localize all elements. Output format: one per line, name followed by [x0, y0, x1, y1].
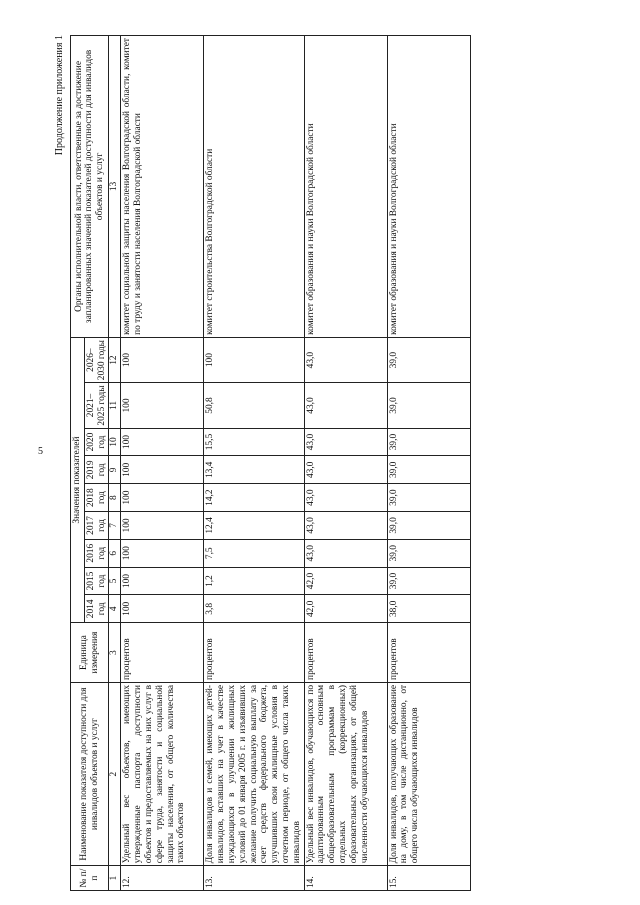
header-year: 2014 год — [84, 595, 109, 623]
row-value: 12,4 — [204, 512, 304, 540]
table-row — [121, 36, 204, 891]
row-name: Доля инвалидов, получающих образование на дому, в том числе дистанционно, от общего числа обучающихся инвалидов — [387, 682, 470, 865]
header-year: 2016 год — [84, 539, 109, 567]
row-name: Доля инвалидов и семей, имеющих детей-инвалидов, вставших на учет в качестве нуждающихся в улучшении жилищных условий до 01 января 2005 г. и изъявивших желание получить социальную выплату за счет средств федерального бюджета, улучшивших свои жилищные условия в отчетном периоде, от общего числа таких инвалидов — [204, 682, 304, 865]
column-number: 5 — [109, 567, 121, 595]
page-number: 5 — [38, 446, 43, 457]
row-value: 39,0 — [387, 539, 470, 567]
header-year: 2019 год — [84, 456, 109, 484]
column-number: 10 — [109, 428, 121, 456]
row-value: 100 — [121, 512, 204, 540]
row-unit: процентов — [121, 623, 204, 683]
row-value: 1,2 — [204, 567, 304, 595]
row-unit: процентов — [387, 623, 470, 683]
row-value: 100 — [121, 428, 204, 456]
row-value: 43,0 — [304, 383, 387, 428]
rotated-page — [52, 31, 640, 891]
header-year: 2026–2030 годы — [84, 337, 109, 382]
column-number: 1 — [109, 866, 121, 891]
row-org: комитет образования и науки Волгоградской области — [304, 36, 387, 338]
header-year: 2021–2025 годы — [84, 383, 109, 428]
header-year: 2015 год — [84, 567, 109, 595]
header-values-group: Значения показателей — [71, 337, 85, 622]
row-value: 13,4 — [204, 456, 304, 484]
header-year: 2018 год — [84, 484, 109, 512]
indicators-table — [70, 35, 471, 891]
row-value: 43,0 — [304, 337, 387, 382]
row-num: 14. — [304, 866, 387, 891]
row-value: 100 — [121, 595, 204, 623]
row-unit: процентов — [304, 623, 387, 683]
appendix-title: Продолжение приложения 1 — [54, 35, 65, 156]
row-num: 13. — [204, 866, 304, 891]
row-value: 100 — [121, 484, 204, 512]
row-value: 43,0 — [304, 428, 387, 456]
row-value: 100 — [121, 337, 204, 382]
row-name: Удельный вес инвалидов, обучающихся по адаптированным основным общеобразовательным программам в отдельных (коррекционных) образовательных организациях, от общей численности обучающихся инвалидов — [304, 682, 387, 865]
row-value: 39,0 — [387, 567, 470, 595]
row-value: 39,0 — [387, 456, 470, 484]
row-value: 42,0 — [304, 567, 387, 595]
column-number: 6 — [109, 539, 121, 567]
row-value: 42,0 — [304, 595, 387, 623]
row-value: 39,0 — [387, 383, 470, 428]
header-name: Наименование показателя доступности для инвалидов объектов и услуг — [71, 682, 109, 865]
column-number: 11 — [109, 383, 121, 428]
column-number: 2 — [109, 682, 121, 865]
table-row — [204, 36, 304, 891]
row-value: 39,0 — [387, 512, 470, 540]
row-unit: процентов — [204, 623, 304, 683]
column-number: 4 — [109, 595, 121, 623]
row-value: 38,0 — [387, 595, 470, 623]
row-value: 100 — [121, 539, 204, 567]
row-value: 100 — [204, 337, 304, 382]
row-value: 39,0 — [387, 484, 470, 512]
row-value: 15,5 — [204, 428, 304, 456]
column-number: 3 — [109, 623, 121, 683]
row-value: 39,0 — [387, 428, 470, 456]
column-number: 12 — [109, 337, 121, 382]
row-num: 15. — [387, 866, 470, 891]
column-numbers-row — [109, 36, 121, 891]
row-org: комитет образования и науки Волгоградской области — [387, 36, 470, 338]
column-number: 7 — [109, 512, 121, 540]
header-org: Органы исполнительной власти, ответственные за достижение запланированных значений показателей доступности для инвалидов объектов и услуг — [71, 36, 109, 338]
row-value: 43,0 — [304, 456, 387, 484]
row-org: комитет строительства Волгоградской области — [204, 36, 304, 338]
header-unit: Единица измерения — [71, 623, 109, 683]
row-value: 39,0 — [387, 337, 470, 382]
row-name: Удельный вес объектов, имеющих утвержденные паспорта доступности объектов и предоставляемых на них услуг в сфере труда, занятости и социальной защиты населения, от общего количества таких объектов — [121, 682, 204, 865]
row-value: 3,8 — [204, 595, 304, 623]
header-year: 2020 год — [84, 428, 109, 456]
column-number: 9 — [109, 456, 121, 484]
row-org: комитет социальной защиты населения Волгоградской области, комитет по труду и занятости населения Волгоградской области — [121, 36, 204, 338]
row-value: 100 — [121, 567, 204, 595]
column-number: 13 — [109, 36, 121, 338]
row-value: 43,0 — [304, 484, 387, 512]
row-value: 7,5 — [204, 539, 304, 567]
row-value: 14,2 — [204, 484, 304, 512]
row-value: 50,8 — [204, 383, 304, 428]
row-value: 100 — [121, 456, 204, 484]
row-value: 43,0 — [304, 512, 387, 540]
row-num: 12. — [121, 866, 204, 891]
header-row — [71, 36, 85, 891]
column-number: 8 — [109, 484, 121, 512]
table-row — [387, 36, 470, 891]
row-value: 100 — [121, 383, 204, 428]
header-num: № п/п — [71, 866, 109, 891]
table-row — [304, 36, 387, 891]
header-year: 2017 год — [84, 512, 109, 540]
row-value: 43,0 — [304, 539, 387, 567]
